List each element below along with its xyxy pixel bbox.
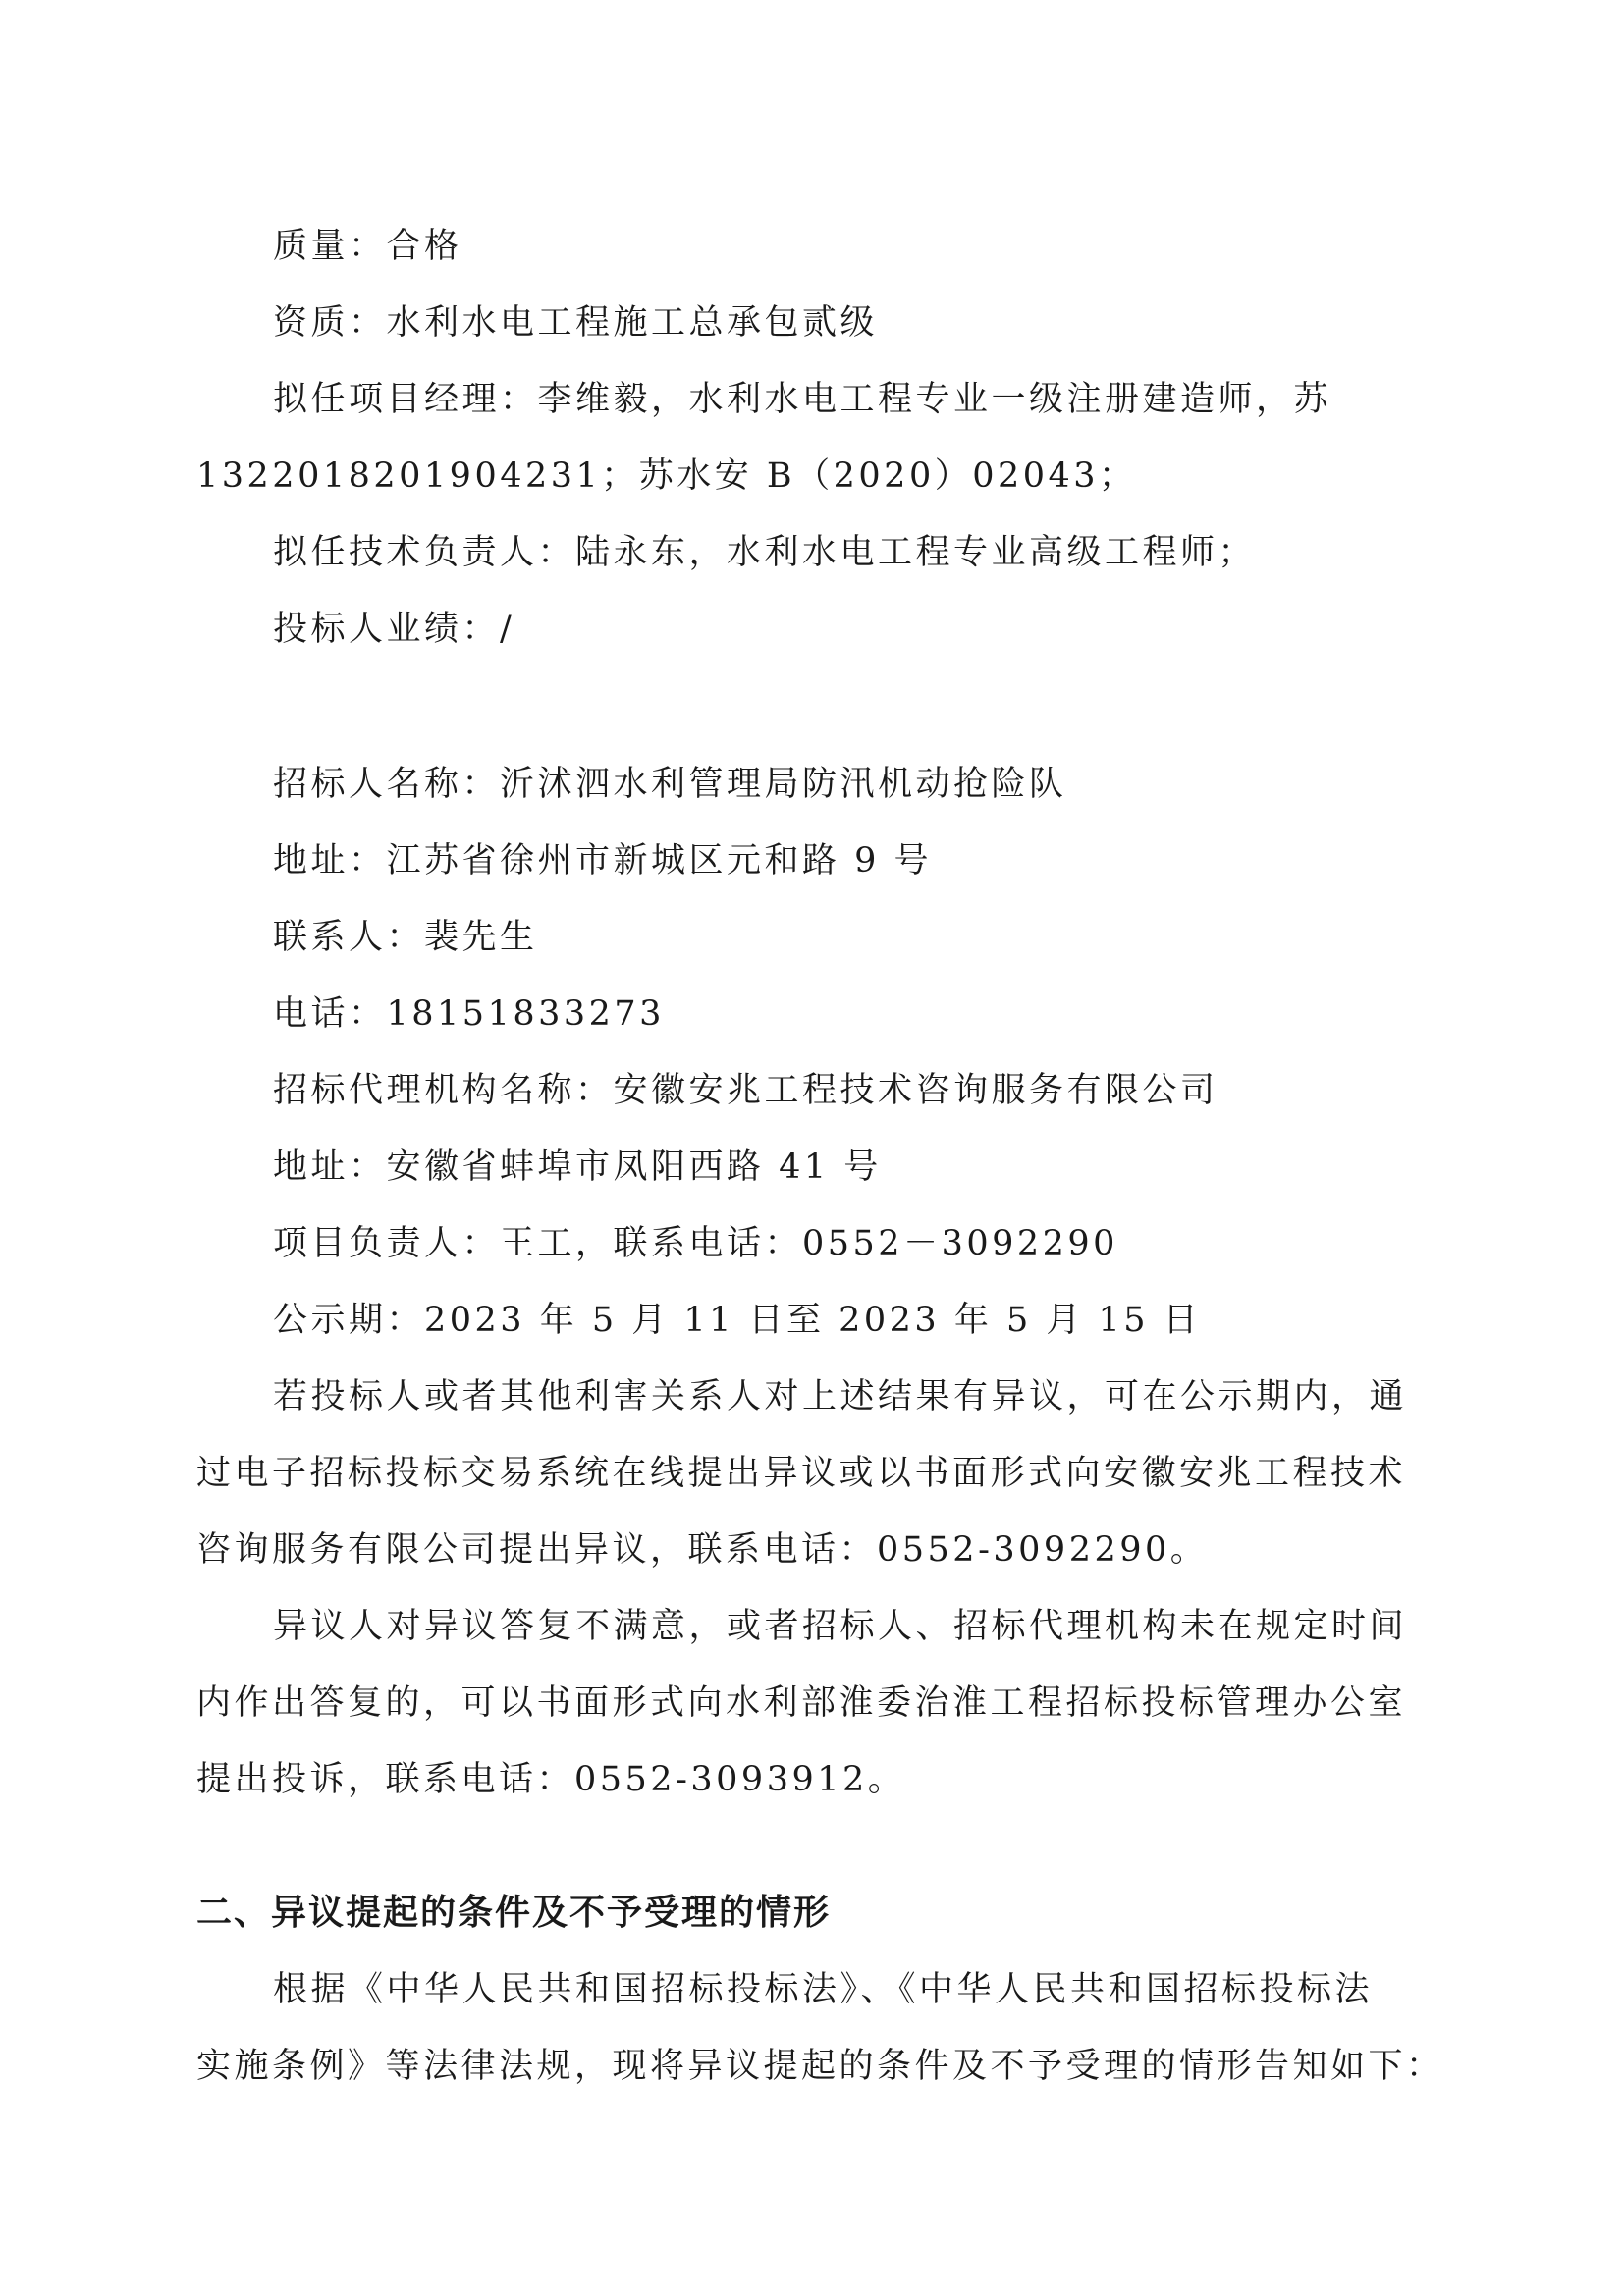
contact-person-line: 联系人：裴先生 <box>273 918 538 957</box>
complaint-paragraph-line: 内作出答复的，可以书面形式向水利部淮委治淮工程招标投标管理办公室 <box>196 1683 1407 1723</box>
phone-line: 电话：18151833273 <box>273 994 665 1034</box>
objection-paragraph-line: 过电子招标投标交易系统在线提出异议或以书面形式向安徽安兆工程技术 <box>196 1454 1407 1493</box>
section2-paragraph-line: 实施条例》等法律法规，现将异议提起的条件及不予受理的情形告知如下： <box>196 2047 1444 2086</box>
project-manager-line: 拟任项目经理：李维毅，水利水电工程专业一级注册建造师，苏 <box>273 380 1332 419</box>
tenderer-address-line: 地址：江苏省徐州市新城区元和路 9 号 <box>273 841 933 881</box>
tenderer-name-line: 招标人名称：沂沭泗水利管理局防汛机动抢险队 <box>273 765 1067 804</box>
section-heading: 二、异议提起的条件及不予受理的情形 <box>196 1893 832 1933</box>
complaint-paragraph-line: 提出投诉，联系电话：0552-3093912。 <box>196 1760 906 1799</box>
objection-paragraph-line: 咨询服务有限公司提出异议，联系电话：0552-3092290。 <box>196 1530 1209 1570</box>
publicity-period-line: 公示期：2023 年 5 月 11 日至 2023 年 5 月 15 日 <box>273 1301 1202 1340</box>
section2-paragraph-line: 根据《中华人民共和国招标投标法》、《中华人民共和国招标投标法 <box>273 1970 1374 2009</box>
qualification-line: 资质：水利水电工程施工总承包贰级 <box>273 303 879 343</box>
complaint-paragraph-line: 异议人对异议答复不满意，或者招标人、招标代理机构未在规定时间 <box>273 1607 1408 1646</box>
agency-name-line: 招标代理机构名称：安徽安兆工程技术咨询服务有限公司 <box>273 1071 1218 1110</box>
objection-paragraph-line: 若投标人或者其他利害关系人对上述结果有异议，可在公示期内，通 <box>273 1377 1408 1416</box>
bidder-performance-line: 投标人业绩：/ <box>273 610 515 649</box>
project-manager-cert-line: 1322018201904231；苏水安 B（2020）02043； <box>196 456 1137 496</box>
page-content <box>196 208 1444 2105</box>
paragraph-gap <box>196 667 1435 746</box>
project-lead-line: 项目负责人：王工，联系电话：0552－3092290 <box>273 1224 1118 1263</box>
section-gap <box>196 1818 1435 1875</box>
technical-lead-line: 拟任技术负责人：陆永东，水利水电工程专业高级工程师； <box>273 533 1257 572</box>
quality-line: 质量：合格 <box>273 227 462 266</box>
agency-address-line: 地址：安徽省蚌埠市凤阳西路 41 号 <box>273 1148 882 1187</box>
